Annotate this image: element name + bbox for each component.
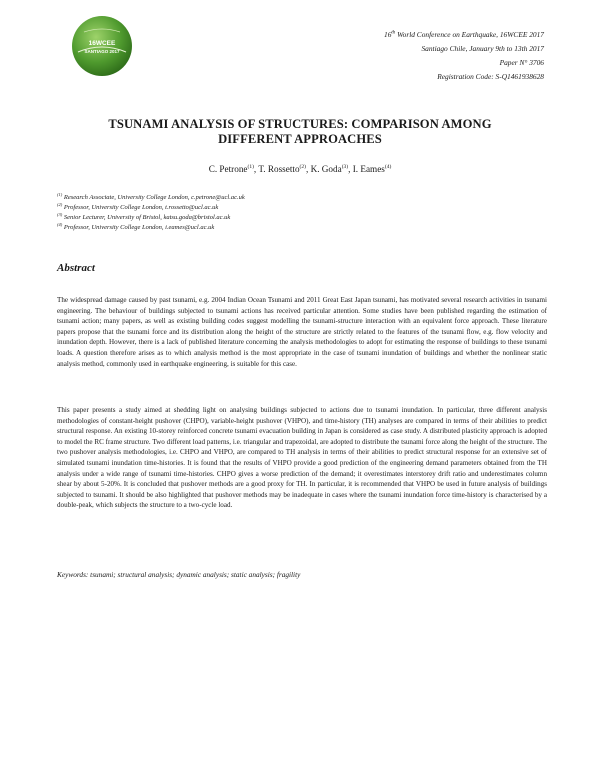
- conference-logo: [70, 14, 134, 78]
- registration-code: Registration Code: S-Q1461938628: [437, 72, 544, 81]
- svg-text:SANTIAGO 2017: SANTIAGO 2017: [84, 49, 120, 54]
- abstract-heading: Abstract: [57, 262, 95, 274]
- author: I. Eames$^{(4)}$: [352, 163, 392, 174]
- keywords: Keywords: tsunami; structural analysis; dynamic analysis; static analysis; fragility: [57, 570, 301, 579]
- conference-info: [284, 28, 544, 84]
- conference-name: 16th World Conference on Earthquake, 16WCEE 2017: [384, 30, 544, 39]
- paper-title: TSUNAMI ANALYSIS OF STRUCTURES: COMPARISON AMONG DIFFERENT APPROACHES: [108, 117, 492, 146]
- affiliation-item: $^{(3)}$ Senior Lecturer, University of Bristol, katsu.goda@bristol.ac.uk: [57, 211, 231, 221]
- author: K. Goda$^{(3)}$,: [310, 163, 353, 174]
- author: T. Rossetto$^{(2)}$,: [258, 163, 311, 174]
- globe-logo-icon: [70, 14, 134, 78]
- affiliation-item: $^{(1)}$ Research Associate, University College London, c.petrone@ucl.ac.uk: [57, 191, 245, 201]
- affiliations: [57, 193, 537, 233]
- logo-text: 16WCEE: [88, 40, 116, 47]
- conference-location: Santiago Chile, January 9th to 13th 2017: [421, 44, 544, 53]
- affiliation-item: $^{(2)}$ Professor, University College London, t.rossetto@ucl.ac.uk: [57, 201, 219, 211]
- author: C. Petrone$^{(1)}$,: [208, 163, 259, 174]
- author-list: [60, 164, 540, 174]
- paper-number: Paper N° 3706: [499, 58, 544, 67]
- affiliation-item: $^{(4)}$ Professor, University College London, i.eames@ucl.ac.uk: [57, 221, 215, 231]
- abstract-paragraph-2: This paper presents a study aimed at shedding light on analysing buildings subjected to actions due to tsunami inundation. In particular, three different analysis methodologies of constant-height pushover (CHPO), variable-height pushover (VHPO), and time-history (TH) analyses are compared in terms of their abilities to predict structural response. An existing 10-storey reinforced concrete tsunami evacuation building in Japan is considered as case study. A distributed plasticity approach is adopted to model the RC frame structure. Two different load patterns, i.e. triangular and trapezoidal, are adopted to distribute the tsunami force along the height of the structure. The two pushover analysis methodologies, i.e. CHPO and VHPO, are compared to TH analysis in terms of their abilities to predict structural response for an extensive set of simulated tsunami inundation time-histories. It is found that the results of VHPO provide a good prediction of the engineering demand parameters obtained from the TH analysis under a wide range of tsunami time-histories. CHPO gives a worse prediction of the demand; it overestimates interstorey drift ratio and underestimates column shear by about 5-20%. It is concluded that pushover methods are a good proxy for TH. In particular, it is recommended that VHPO be used in future analysis of buildings subjected to tsunami. It should be also highlighted that pushover methods may be inadequate in cases where the tsunami inundation force time-history is characterised by a double-peak, which subjects the structure to a two-cycle load.: [57, 406, 547, 510]
- abstract-paragraph-1: The widespread damage caused by past tsunami, e.g. 2004 Indian Ocean Tsunami and 2011 Great East Japan tsunami, has motivated several research activities in tsunami engineering. The behaviour of buildings subjected to tsunami actions has received particular attention. Some studies have been published regarding the estimation of tsunami action; many papers, as well as existing building codes suggest modelling the tsunami-structure interaction with an equivalent force approach. These literature papers propose that the tsunami force and its distribution along the height of the structure are strictly related to the features of the tsunami flow, e.g. flow velocity and inundation depth. However, there is a lack of published literature concerning the analysis methodologies to adopt for estimating the response of buildings to these tsunami loads. A question therefore arises as to which analysis method is the most appropriate in the case of tsunami inundation of buildings and whether the nonlinear static analysis method, commonly used in earthquake engineering, is suitable for this case.: [57, 296, 547, 368]
